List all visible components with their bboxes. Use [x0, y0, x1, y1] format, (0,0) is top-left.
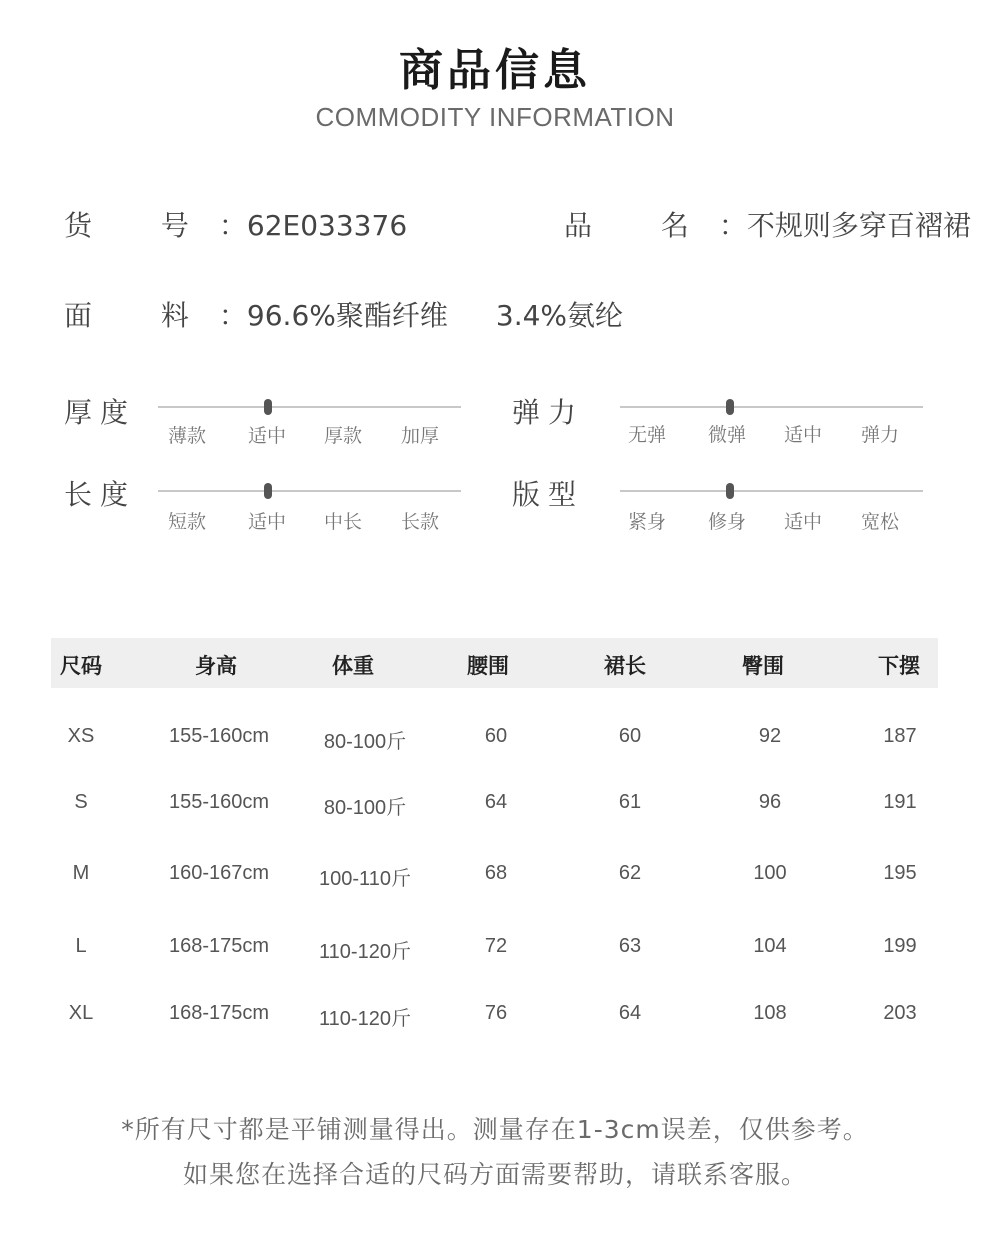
fit-option: 适中 [784, 511, 823, 533]
table-cell: 63 [618, 935, 642, 957]
table-cell: 96 [758, 791, 782, 813]
table-header-hip: 臀围 [742, 654, 784, 678]
page-title: 商品信息 [399, 45, 591, 96]
thickness-option: 薄款 [168, 425, 207, 447]
length-indicator [264, 483, 272, 499]
table-cell: 110-120斤 [319, 941, 411, 963]
elasticity-option: 适中 [784, 424, 823, 446]
item-number-value: 62E033376 [246, 209, 408, 242]
table-cell: 62 [618, 862, 642, 884]
thickness-scale-line [158, 406, 461, 408]
fit-label: 版型 [512, 478, 585, 511]
thickness-option: 适中 [248, 425, 287, 447]
table-header-size: 尺码 [60, 654, 102, 678]
table-cell: XL [68, 1002, 94, 1024]
table-cell: 100-110斤 [319, 868, 411, 890]
table-cell: L [75, 935, 87, 957]
table-cell: 155-160cm [168, 791, 270, 813]
table-header-weight: 体重 [332, 654, 374, 678]
table-cell: 110-120斤 [319, 1008, 411, 1030]
fit-option: 修身 [708, 511, 747, 533]
fabric-value-spandex: 3.4%氨纶 [495, 299, 624, 332]
product-name: 品 名：不规则多穿百褶裙 [564, 209, 971, 242]
table-cell: 60 [618, 725, 642, 747]
fit-option: 宽松 [861, 511, 900, 533]
table-header-hem: 下摆 [878, 654, 920, 678]
fabric: 面 料：96.6%聚酯纤维 3.4%氨纶 [64, 299, 624, 332]
length-option: 中长 [324, 511, 363, 533]
length-option: 适中 [248, 511, 287, 533]
table-cell: 168-175cm [168, 935, 270, 957]
length-option: 长款 [401, 511, 440, 533]
elasticity-scale-line [620, 406, 923, 408]
thickness-option: 厚款 [324, 425, 363, 447]
table-cell: 160-167cm [168, 862, 270, 884]
table-cell: 80-100斤 [323, 797, 407, 819]
table-header-skirt-length: 裙长 [604, 654, 646, 678]
table-cell: 72 [484, 935, 508, 957]
product-name-value: 不规则多穿百褶裙 [746, 209, 971, 242]
length-scale-line [158, 490, 461, 492]
table-cell: 76 [484, 1002, 508, 1024]
table-cell: 199 [883, 935, 917, 957]
table-cell: XS [67, 725, 95, 747]
table-cell: 68 [484, 862, 508, 884]
table-cell: 100 [753, 862, 787, 884]
table-cell: 168-175cm [168, 1002, 270, 1024]
elasticity-label: 弹力 [512, 396, 585, 429]
table-cell: S [74, 791, 88, 813]
table-cell: 155-160cm [168, 725, 270, 747]
item-number: 货 号：62E033376 [64, 209, 408, 242]
fit-indicator [726, 483, 734, 499]
thickness-label: 厚度 [64, 396, 137, 429]
contact-note: 如果您在选择合适的尺码方面需要帮助，请联系客服。 [182, 1160, 807, 1189]
measurement-note: *所有尺寸都是平铺测量得出。测量存在1-3cm误差，仅供参考。 [121, 1115, 869, 1144]
table-cell: 64 [618, 1002, 642, 1024]
elasticity-indicator [726, 399, 734, 415]
table-cell: 203 [883, 1002, 917, 1024]
table-cell: 108 [753, 1002, 787, 1024]
table-cell: 191 [883, 791, 917, 813]
table-header-height: 身高 [195, 654, 237, 678]
table-cell: 80-100斤 [323, 731, 407, 753]
length-label: 长度 [64, 478, 137, 511]
table-cell: M [72, 862, 90, 884]
thickness-indicator [264, 399, 272, 415]
fit-option: 紧身 [628, 511, 667, 533]
table-cell: 104 [753, 935, 787, 957]
thickness-option: 加厚 [401, 425, 440, 447]
table-header-waist: 腰围 [467, 654, 509, 678]
fabric-value-polyester: 96.6%聚酯纤维 [246, 299, 448, 332]
item-number-label: 货 号 [64, 209, 219, 242]
elasticity-option: 微弹 [708, 424, 747, 446]
table-cell: 61 [618, 791, 642, 813]
fit-scale-line [620, 490, 923, 492]
page-subtitle: COMMODITY INFORMATION [315, 102, 675, 132]
elasticity-option: 无弹 [628, 424, 667, 446]
product-name-label: 品 名 [564, 209, 719, 242]
elasticity-option: 弹力 [861, 424, 900, 446]
length-option: 短款 [168, 511, 207, 533]
table-cell: 187 [883, 725, 917, 747]
table-cell: 60 [484, 725, 508, 747]
table-cell: 195 [883, 862, 917, 884]
table-cell: 64 [484, 791, 508, 813]
fabric-label: 面 料 [64, 299, 219, 332]
table-cell: 92 [758, 725, 782, 747]
